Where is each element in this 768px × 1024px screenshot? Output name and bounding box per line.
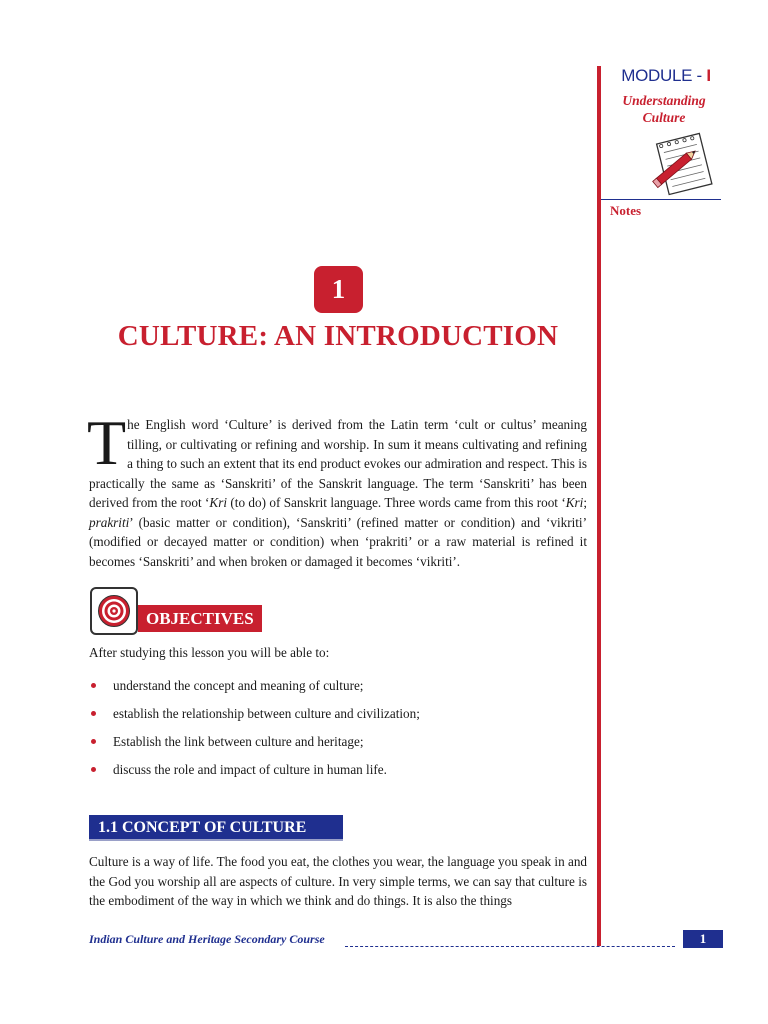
bullet-icon <box>91 711 96 716</box>
module-prefix: MODULE - <box>621 66 707 85</box>
module-subtitle-line1: Understanding <box>622 93 706 108</box>
bullet-icon <box>91 739 96 744</box>
drop-cap: T <box>87 407 127 478</box>
notes-label: Notes <box>610 203 642 218</box>
intro-italic-2: Kri <box>565 495 584 510</box>
module-number: I <box>706 66 711 85</box>
intro-text-2: (to do) of Sanskrit language. Three words came from this root ‘ <box>227 495 566 510</box>
module-subtitle <box>606 92 722 126</box>
intro-text-1: he English word ‘Culture’ is derived from the Latin term ‘cult or cultus’ meaning tilling, or cultivating or refining and worship. In sum it means cultivating and refining a thing to such an extent that its end product evokes our admiration and respect. This is practically the same as ‘Sanskriti’ of the Sanskrit language. The term ‘Sanskriti’ has been derived from the root ‘ <box>89 417 587 510</box>
section-paragraph <box>89 852 587 911</box>
module-subtitle-line2: Culture <box>642 110 686 125</box>
notes-divider <box>601 199 721 200</box>
intro-text-4: ’ (basic matter or condition), ‘Sanskriti’ (refined matter or condition) and ‘vikriti’ (modified or decayed matter or condition) when ‘prakriti’ or a raw material is refined it becomes ‘Sanskriti’ and when broken or damaged it becomes ‘vikriti’. <box>89 514 587 569</box>
objectives-heading: OBJECTIVES <box>138 605 262 632</box>
bullet-icon <box>91 767 96 772</box>
objective-text: understand the concept and meaning of culture; <box>113 678 364 693</box>
chapter-number: 1 <box>314 266 363 313</box>
footer-course: Indian Culture and Heritage Secondary Course <box>89 932 325 946</box>
intro-paragraph <box>87 407 587 571</box>
section-text: Culture is a way of life. The food you eat, the clothes you wear, the language you speak in and the God you worship all are aspects of culture. In very simple terms, we can say that culture is the embodiment of the way in which we think and do things. It is also the things <box>89 854 588 908</box>
list-item <box>89 734 420 762</box>
objective-text: establish the relationship between culture and civilization; <box>113 706 420 721</box>
chapter-title: CULTURE: AN INTRODUCTION <box>117 320 559 352</box>
target-icon <box>90 587 138 635</box>
footer-rule <box>345 946 675 947</box>
intro-text-3: ; <box>583 495 587 510</box>
page-number: 1 <box>683 930 723 948</box>
list-item <box>89 706 420 734</box>
objective-text: Establish the link between culture and heritage; <box>113 734 364 749</box>
intro-italic-1: Kri <box>209 495 228 510</box>
margin-rule <box>597 66 601 946</box>
pencil-notepad-icon <box>648 128 720 198</box>
objectives-lead: After studying this lesson you will be able to: <box>89 645 330 660</box>
list-item <box>89 678 420 706</box>
objectives-list <box>89 678 420 790</box>
list-item <box>89 762 420 790</box>
section-heading: 1.1 CONCEPT OF CULTURE <box>89 815 343 841</box>
bullet-icon <box>91 683 96 688</box>
intro-italic-3: prakriti <box>89 514 130 530</box>
module-label <box>610 66 722 86</box>
objective-text: discuss the role and impact of culture in human life. <box>113 762 387 777</box>
